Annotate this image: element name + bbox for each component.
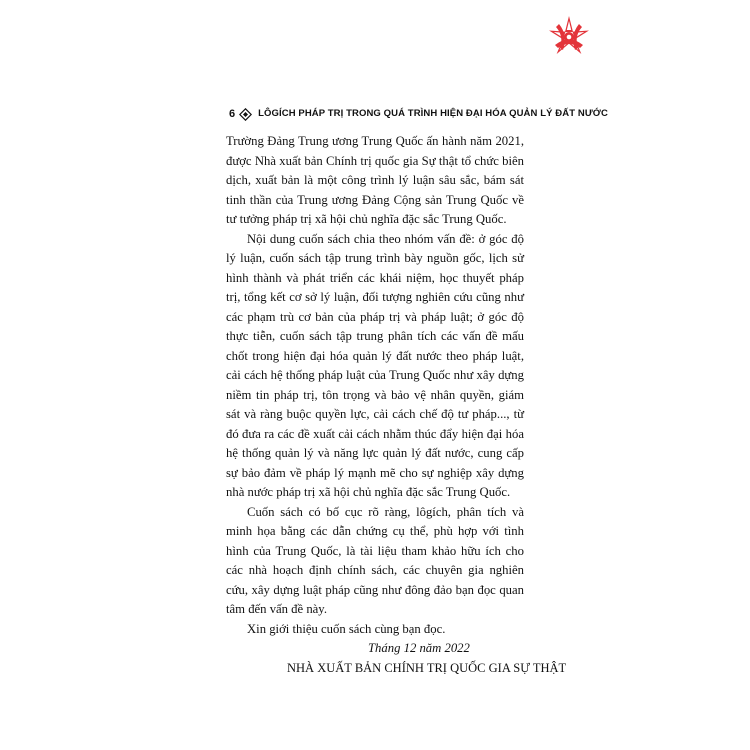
paragraph-book-value: Cuốn sách có bố cục rõ ràng, lôgích, phân tích và minh họa bằng các dẫn chứng cụ thể, phù hợp với tình hình của Trung Quốc, là tài liệu tham khảo hữu ích cho các nhà hoạch định chính sách, các chuyên gia nghiên cứu, xây dựng luật pháp cũng như đông đảo bạn đọc quan tâm đến vấn đề này. [226,504,524,616]
running-title: LÔGÍCH PHÁP TRỊ TRONG QUÁ TRÌNH HIỆN ĐẠI HÓA QUẢN LÝ ĐẤT NƯỚC [258,108,608,119]
paragraph-book-content: Nội dung cuốn sách chia theo nhóm vấn đề: ở góc độ lý luận, cuốn sách tập trung trình bày nguồn gốc, lịch sử hình thành và phát triển các khái niệm, học thuyết pháp trị, tổng kết cơ sở lý luận, đối tượng nghiên cứu cũng như các phạm trù cơ bản của pháp trị và pháp luật; ở góc độ thực tiễn, cuốn sách tập trung phân tích các vấn đề mấu chốt trong hiện đại hóa quản lý đất nước theo pháp luật, cải cách hệ thống pháp luật của Trung Quốc như xây dựng niềm tin pháp trị, tôn trọng và bảo vệ nhân quyền, giám sát và ràng buộc quyền lực, cải cách chế độ tư pháp..., từ đó đưa ra các đề xuất cải cách nhằm thúc đẩy hiện đại hóa hệ thống quản lý và năng lực quản lý đất nước, cung cấp sự bảo đảm về pháp lý mạnh mẽ cho sự nghiệp xây dựng nhà nước pháp trị xã hội chủ nghĩa đặc sắc Trung Quốc. [226,231,524,499]
signature-publisher: NHÀ XUẤT BẢN CHÍNH TRỊ QUỐC GIA SỰ THẬT [287,660,567,675]
paragraph-intro-continuation: Trường Đảng Trung ương Trung Quốc ấn hành năm 2021, được Nhà xuất bản Chính trị quốc gia Sự thật tổ chức biên dịch, xuất bản là một công trình lý luận sâu sắc, bám sát tinh thần của Trung ương Đảng Cộng sản Trung Quốc về tư tưởng pháp trị xã hội chủ nghĩa đặc sắc Trung Quốc. [226,134,524,226]
signature-date: Tháng 12 năm 2022 [368,641,470,655]
introduction-text [226,132,567,678]
diamond-ornament-icon [239,108,252,121]
publisher-logo-icon [546,14,592,60]
page-number: 6 [229,108,236,120]
paragraph-closing-note: Xin giới thiệu cuốn sách cùng bạn đọc. [247,621,446,636]
running-header [229,106,608,122]
